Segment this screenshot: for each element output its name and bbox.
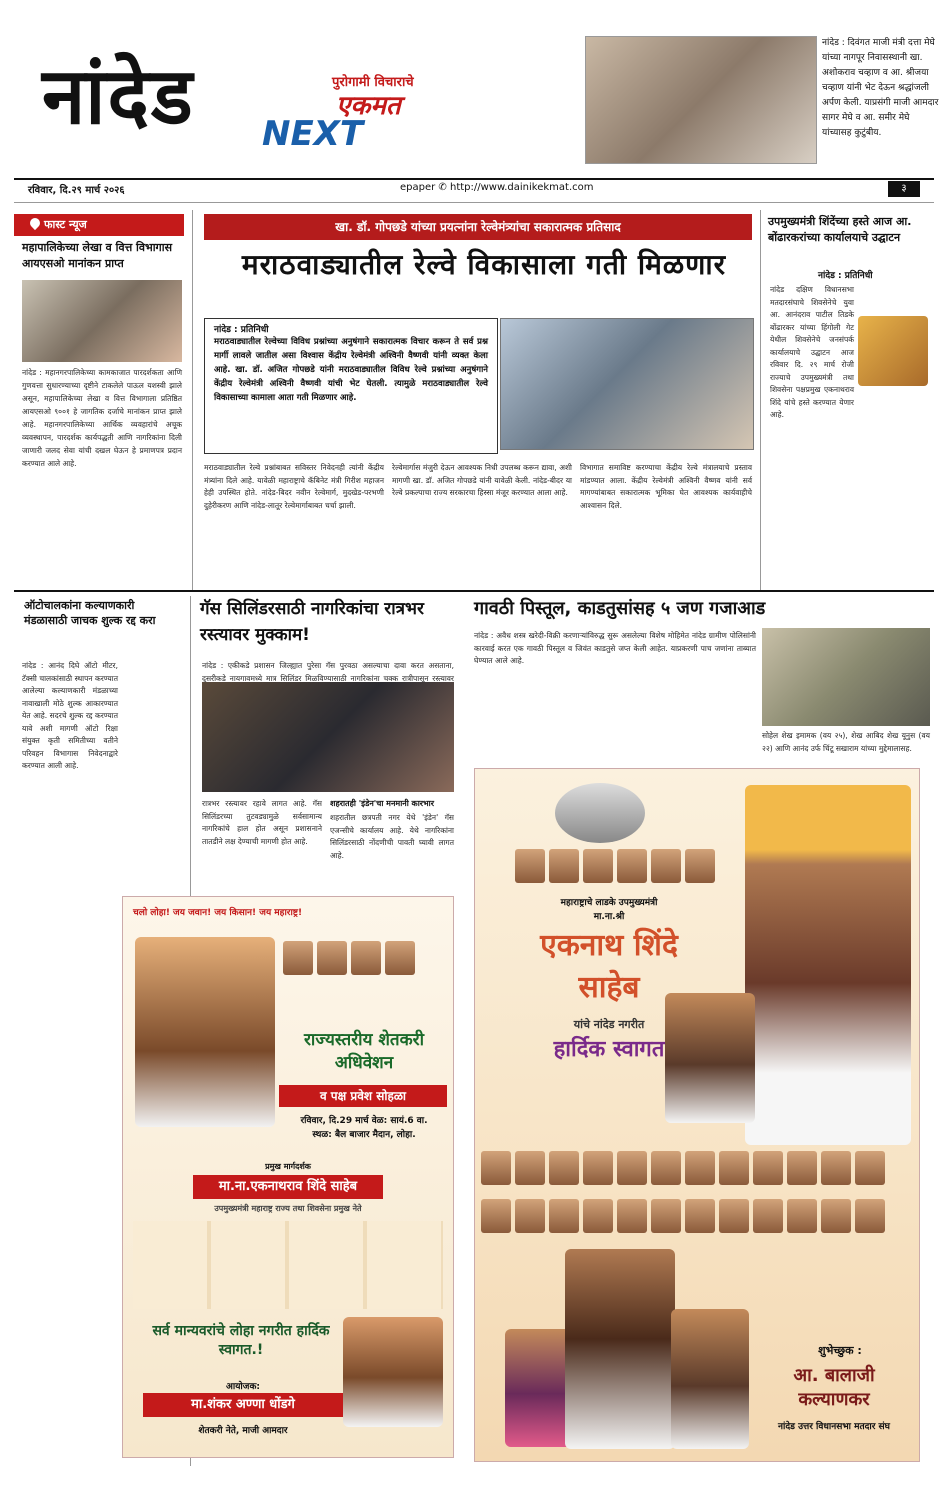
gun-story-text: नांदेड : अवैध शस्त्र खरेदी-विक्री करणाऱ्यांविरुद्ध सुरू असलेल्या विशेष मोहिमेत नांदेड ग्रामीण पोलिसांनी कारवाई करत एक गावठी पिस्तूल व जिवंत काडतुसे जप्त केली आहेत. याप्रकरणी पाच जणांना ताब्यात घेण्यात आले आहे. [474,631,756,665]
page-number: ३ [888,181,920,197]
ad-welcome-line-2: हार्दिक स्वागत [553,1037,665,1062]
masthead-brand: एकमत [336,91,401,121]
event-advertisement[interactable] [122,896,454,1458]
section-rule [14,590,934,592]
ad-greeter-name: आ. बालाजी कल्याणकर [793,1365,875,1410]
main-story-photo [500,318,754,450]
ad-welcome: सर्व मान्यवरांचे लोहा नगरीत हार्दिक स्वागत.! [152,1323,330,1358]
left-story-headline[interactable]: ऑटोचालकांना कल्याणकारी मंडळासाठी जाचक शुल्क रद्द करा [24,599,156,627]
ad-event-title: राज्यस्तरीय शेतकरी अधिवेशन [303,1030,425,1073]
right-story-photo [858,316,928,386]
gun-story-headline[interactable]: गावठी पिस्तूल, काडतुसांसह ५ जण गजाआड [474,598,766,619]
leader-photo [617,849,647,883]
leader-photo [515,849,545,883]
gun-story-caption: सोहेल शेख इमामक (वय २५), शेख आबिद शेख यूनुस (वय २२) आणि आनंद उर्फ चिंटू सखाराम यांच्या मुद्देमालासह. [762,731,930,753]
flame-icon [28,216,42,230]
supporter-photo [821,1151,851,1185]
top-story-caption: नांदेड : दिवंगत माजी मंत्री दत्ता मेघे यांच्या नागपूर निवासस्थानी खा. अशोकराव चव्हाण व आ. श्रीजया चव्हाण यांनी भेट देऊन श्रद्धांजली अर्पण केली. याप्रसंगी माजी आमदार सागर मेघे व आ. समीर मेघे यांच्यासह कुटुंबीय. [822,38,939,138]
leader-portrait [135,937,275,1127]
supporter-photo [617,1199,647,1233]
ad-greeter-label: शुभेच्छुक : [818,1344,862,1357]
fast-news-photo [22,280,182,362]
fast-news-label [14,214,184,236]
ad-welcome-line-1: यांचे नांदेड नगरीत [573,1018,645,1031]
guest-photo [317,941,347,975]
supporter-photo [549,1151,579,1185]
gun-story-photo [762,628,930,726]
supporter-photo [821,1199,851,1233]
masthead-title: नांदेड [42,52,195,142]
gas-story-photo [202,682,454,792]
ad-greeter-seat: नांदेड उत्तर विधानसभा मतदार संघ [778,1422,890,1432]
guest-thumbnails [283,941,415,975]
gas-story-headline[interactable]: गॅस सिलिंडरसाठी नागरिकांचा रात्रभर रस्त्यावर मुक्काम! [200,599,424,645]
ad-guest-list [133,1221,443,1309]
mla-portrait [665,993,755,1123]
supporter-photo [719,1199,749,1233]
supporter-photo [583,1151,613,1185]
supporter-photo [481,1151,511,1185]
guest-photo [385,941,415,975]
leader-photo [651,849,681,883]
deputy-cm-portrait [745,785,911,1145]
ad-leader-name: एकनाथ शिंदे [540,928,678,963]
supporter-photo [753,1151,783,1185]
ad-slogan: चलो लोहा! जय जवान! जय किसान! जय महाराष्ट्र! [133,908,303,918]
supporter-photo [855,1199,885,1233]
supporter-photo [651,1151,681,1185]
supporter-row-2 [481,1199,885,1233]
supporter-portrait [671,1309,749,1449]
ad-organizer-label: आयोजक: [226,1382,260,1392]
ad-chief-guest-label: प्रमुख मार्गदर्शक [265,1162,311,1171]
right-story-headline[interactable]: उपमुख्यमंत्री शिंदेंच्या हस्ते आज आ. बोंढारकरांच्या कार्यालयाचे उद्घाटन [768,215,912,244]
main-story-byline: नांदेड : प्रतिनिधी [214,325,269,335]
left-story-text: नांदेड : आनंद दिघे ऑटो मीटर, टॅक्सी चालकांसाठी स्थापन करण्यात आलेल्या कल्याणकारी मंडळाच्या नावाखाली मोठे शुल्क आकारण्यात येत आहे. सदरचे शुल्क रद्द करण्यात यावे अशी मागणी ऑटो रिक्षा संयुक्त कृती समितीच्या वतीने परिवहन विभागास निवेदनाद्वारे करण्यात आली आहे. [22,661,118,770]
gas-story-text-3: शहरातील छत्रपती नगर येथे 'इंडेन' गॅस एजन्सीचे कार्यालय आहे. येथे नागरिकांना सिलिंडरसाठी नोंदणीची पावती घ्यावी लागत आहे. [330,813,454,860]
main-story-body-1: मराठवाड्यातील रेल्वे प्रश्नांबाबत सविस्तर निवेदनही त्यांनी केंद्रीय मंत्र्यांना दिले आहे. यावेळी महाराष्ट्राचे कॅबिनेट मंत्री गिरीश महाजन हेही उपस्थित होते. नांदेड-बिदर नवीन रेल्वेमार्ग, मुदखेड-परभणी दुहेरीकरण आणि नांदेड-लातूर रेल्वेमार्गाबाबत चर्चा झाली. [204,463,384,510]
supporter-portrait [565,1249,675,1449]
leader-thumbnails [515,849,715,883]
welcome-advertisement[interactable] [474,768,920,1462]
ad-event-subtitle: व पक्ष प्रवेश सोहळा [279,1085,447,1107]
ad-chief-guest-title: उपमुख्यमंत्री महाराष्ट्र राज्य तथा शिवसेना प्रमुख नेते [214,1204,362,1213]
supporter-photo [753,1199,783,1233]
leader-portrait-small [555,783,645,843]
main-story-headline[interactable]: मराठवाड्यातील रेल्वे विकासाला गती मिळणार [241,248,727,281]
supporter-row-1 [481,1151,885,1185]
supporter-photo [787,1199,817,1233]
gas-story-subhead: शहरातही 'इंडेन'चा मनमानी कारभार [330,799,435,808]
supporter-photo [515,1199,545,1233]
main-story-lead: मराठवाड्यातील रेल्वेच्या विविध प्रश्नांच्या अनुषंगाने सकारात्मक विचार करून ते सर्व प्रश्न मार्गी लावले जातील असा विश्वास केंद्रीय रेल्वेमंत्री अश्विनी वैष्णवी यांनी व्यक्त केला आहे. खा. डॉ. अजित गोपछडे यांनी मराठवाड्यातील विविध रेल्वे प्रश्नांच्या अनुषंगाने केंद्रीय रेल्वेमंत्री अश्विनी वैष्णवी यांची भेट घेतली. त्यामुळे मराठवाड्यातील रेल्वे विकासाच्या कामाला आता गती मिळणार आहे. [214,337,488,403]
main-story-body-3: विभागात समाविष्ट करण्याचा केंद्रीय रेल्वे मंत्रालयाचे प्रस्ताव मांडण्यात आला. केंद्रीय रेल्वेमंत्री अश्विनी वैष्णव यांनी सर्व मागण्यांबाबत सकारात्मक भूमिका घेत आवश्यक कार्यवाहीचे आश्वासन दिले. [580,463,752,510]
supporter-photo [787,1151,817,1185]
ad-chief-guest: मा.ना.एकनाथराव शिंदे साहेब [193,1175,383,1199]
supporter-photo [651,1199,681,1233]
ad-organizer: मा.शंकर अण्णा धोंडगे [143,1393,343,1417]
right-story-byline: नांदेड : प्रतिनिधी [818,271,873,281]
right-story-text: नांदेड दक्षिण विधानसभा मतदारसंघाचे शिवसेनेचे युवा आ. आनंदराव पाटील तिडके बोंढारकर यांच्या हिंगोली गेट येथील शिवसेनेचे जनसंपर्क कार्यालयाचे उद्घाटन आज रविवार दि. २९ मार्च रोजी राज्याचे उपमुख्यमंत्री तथा शिवसेना पक्षप्रमुख एकनाथराव शिंदे यांचे हस्ते करण्यात येणार आहे. [770,285,854,419]
ad-leader-name-2: साहेब [578,970,640,1005]
supporter-photo [685,1151,715,1185]
epaper-link[interactable]: epaper ✆ http://www.dainikekmat.com [400,182,594,193]
leader-photo [583,849,613,883]
leader-photo [549,849,579,883]
top-story-photo [585,36,817,164]
fast-news-label-text: फास्ट न्यूज [44,218,87,231]
leader-photo [685,849,715,883]
fast-news-headline[interactable]: महापालिकेच्या लेखा व वित्त विभागास आयएसओ मानांकन प्राप्त [22,241,173,270]
ad-honorific: मा.ना.श्री [593,912,625,922]
column-divider [192,210,193,590]
supporter-photo [685,1199,715,1233]
fast-news-text: नांदेड : महानगरपालिकेच्या कामकाजात पारदर्शकता आणि गुणवत्ता सुधारण्याच्या दृष्टीने टाकलेले पाऊल यशस्वी झाले असून, महापालिकेच्या लेखा व वित्त विभागाला प्रतिष्ठित आयएसओ ९००१ हे जागतिक दर्जाचे मानांकन प्राप्त झाले आहे. महानगरपालिकेच्या आर्थिक व्यवहारांचे अचूक व्यवस्थापन, पारदर्शक कार्यपद्धती आणि नागरिकांना दिली जाणारी जलद सेवा यांची दखल घेऊन हे प्रमाणपत्र प्रदान करण्यात आले आहे. [22,368,182,468]
ad-event-venue: स्थळ: बैल बाजार मैदान, लोहा. [312,1130,416,1140]
supporter-photo [617,1151,647,1185]
main-story-body-2: रेल्वेमार्गास मंजुरी देऊन आवश्यक निधी उपलब्ध करून द्यावा, अशी मागणी खा. डॉ. अजित गोपछडे यांनी यावेळी केली. नांदेड-बीदर या रेल्वे प्रकल्पाचा राज्य सरकारचा हिस्सा मंजूर करण्यात आला आहे. [392,463,572,497]
supporter-photo [549,1199,579,1233]
supporter-photo [583,1199,613,1233]
supporter-photo [515,1151,545,1185]
guest-photo [351,941,381,975]
organizer-portrait [343,1317,443,1427]
issue-date: रविवार, दि.२९ मार्च २०२६ [28,185,125,196]
guest-photo [283,941,313,975]
gas-story-text-2: रात्रभर रस्त्यावर रहावे लागत आहे. गॅस सिलिंडरच्या तुटवड्यामुळे सर्वसामान्य नागरिकांचे हाल होत असून प्रशासनाने तातडीने लक्ष देण्याची मागणी होत आहे. [202,799,322,846]
ad-organizer-title: शेतकरी नेते, माजी आमदार [198,1426,288,1436]
ad-tagline: महाराष्ट्राचे लाडके उपमुख्यमंत्री [560,898,658,908]
supporter-photo [481,1199,511,1233]
main-story-strap: खा. डॉ. गोपछडे यांच्या प्रयत्नांना रेल्वेमंत्र्यांचा सकारात्मक प्रतिसाद [204,214,752,240]
supporter-photo [719,1151,749,1185]
masthead-edition: NEXT [262,114,364,154]
gas-story-text-1: नांदेड : एकीकडे प्रशासन जिल्ह्यात पुरेसा गॅस पुरवठा असल्याचा दावा करत असताना, दुसरीकडे नायगावमध्ये मात्र सिलिंडर मिळविण्यासाठी नागरिकांना चक्क रात्रीपासून रस्त्यावर [202,661,454,683]
masthead-tagline: पुरोगामी विचाराचे [332,75,414,90]
ad-event-time: रविवार, दि.29 मार्च वेळ: सायं.6 वा. [300,1116,428,1126]
supporter-photo [855,1151,885,1185]
